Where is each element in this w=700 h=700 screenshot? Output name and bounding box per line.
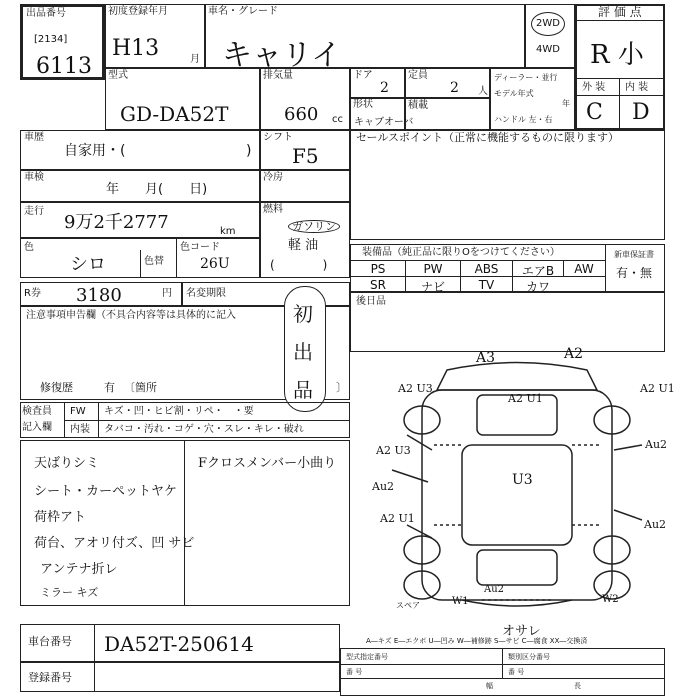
damage-w2: W2 xyxy=(602,594,619,605)
shift-label: シフト xyxy=(263,132,293,143)
damage-a2u1-right: A2 U1 xyxy=(640,382,675,395)
repair-value: 有 xyxy=(104,381,115,394)
repair-label: 修復歴 xyxy=(40,381,73,394)
lot-number: 6113 xyxy=(36,54,92,79)
class-label: 類別区分番号 xyxy=(508,653,550,661)
load-label: 積載 xyxy=(408,100,428,111)
drive-2wd: 2WD xyxy=(536,18,560,29)
note-left-1: 天ばりシミ xyxy=(34,456,100,471)
sales-point-label: セールスポイント（正常に機能するものに限ります） xyxy=(356,131,620,144)
interior-value: D xyxy=(632,100,650,125)
fuel-gas: ガソリン xyxy=(288,220,340,233)
r-ticket-value: 3180 xyxy=(76,285,122,306)
model-year-label: モデル年式 xyxy=(494,89,534,98)
equipment-label: 装備品（純正品に限りOをつけてください） xyxy=(362,247,560,258)
shape-label: 形状 xyxy=(353,99,373,110)
model-label: 型式 xyxy=(108,70,128,81)
history-value: 自家用・( xyxy=(64,143,126,159)
model-value: GD-DA52T xyxy=(120,102,229,126)
shape-value: キャブオーバ xyxy=(354,117,414,128)
damage-au2-rear-right: Au2 xyxy=(644,518,667,531)
name-value: キャリイ xyxy=(222,38,342,73)
equip-airbag: エアB xyxy=(521,264,555,278)
color-code-value: 26U xyxy=(200,256,230,272)
eval-label: 評 価 点 xyxy=(598,5,642,19)
registration-label: 登録番号 xyxy=(28,671,72,684)
width-label: 幅 xyxy=(486,682,493,690)
note-left-5: アンテナ折レ xyxy=(40,562,118,577)
r-ticket-unit: 円 xyxy=(162,288,172,299)
name-change-label: 名変期限 xyxy=(186,288,226,299)
exterior-label: 外 装 xyxy=(582,82,606,93)
damage-a2u1-front: A2 U1 xyxy=(508,392,543,405)
aftermarket-box xyxy=(350,292,665,352)
damage-u3-center: U3 xyxy=(512,472,533,488)
color-code-label: 色コード xyxy=(180,242,220,253)
displacement-value: 660 xyxy=(284,104,319,125)
inspector-label-1: 検査員 xyxy=(22,406,52,417)
note-right-1: Fクロスメンバー小曲り xyxy=(198,456,337,471)
inspector-row1-items: キズ・凹・ヒビ割・リペ・ ・要 xyxy=(104,406,254,417)
first-listing-char-1: 初 xyxy=(293,302,313,326)
mileage-unit: km xyxy=(220,226,236,237)
repair-location: 〔箇所 xyxy=(124,381,157,394)
mileage-value: 9万2千2777 xyxy=(64,212,169,233)
repair-end: 〕 xyxy=(336,381,347,394)
cooler-label: 冷房 xyxy=(263,172,283,183)
name-label: 車名・グレード xyxy=(208,6,278,17)
lot-label: 出品番号 xyxy=(26,8,66,19)
type-cert-label: 型式指定番号 xyxy=(346,653,388,661)
first-listing-char-2: 出 xyxy=(293,340,313,364)
chassis-value: DA52T-250614 xyxy=(104,632,254,656)
class-unit: 番 号 xyxy=(508,668,525,676)
model-year-unit: 年 xyxy=(562,99,570,108)
type-cert-unit: 番 号 xyxy=(346,668,363,676)
fuel-label: 燃料 xyxy=(263,204,283,215)
length-label: 長 xyxy=(574,682,581,690)
doors-value: 2 xyxy=(380,80,389,96)
first-reg-value: H13 xyxy=(112,36,160,61)
damage-w1: W1 xyxy=(452,596,469,607)
first-reg-month: 月 xyxy=(190,54,200,65)
equip-navi: ナビ xyxy=(420,280,445,294)
capacity-value: 2 xyxy=(450,80,459,96)
drive-4wd: 4WD xyxy=(536,44,560,55)
mileage-label: 走行 xyxy=(24,206,44,217)
history-close: ) xyxy=(246,143,252,159)
wear-label: オサレ xyxy=(502,624,541,639)
equip-ps: PS xyxy=(370,262,386,276)
note-left-3: 荷枠アト xyxy=(34,510,87,525)
new-cert-label: 新車保証書 xyxy=(614,250,654,259)
damage-a2-top: A2 xyxy=(564,346,584,362)
note-left-2: シート・カーペットヤケ xyxy=(34,484,178,499)
inspection-label: 車検 xyxy=(24,172,44,183)
color-value: シロ xyxy=(70,254,106,275)
capacity-unit: 人 xyxy=(478,86,488,97)
equip-pw: PW xyxy=(423,262,443,276)
chassis-label: 車台番号 xyxy=(28,635,72,648)
history-label: 車歴 xyxy=(24,132,44,143)
history-box xyxy=(20,130,260,170)
equip-abs: ABS xyxy=(474,262,499,276)
aftermarket-label: 後日品 xyxy=(356,296,386,307)
equip-tv: TV xyxy=(478,278,495,292)
exterior-value: C xyxy=(586,100,603,125)
first-reg-label: 初度登録年月 xyxy=(108,6,168,17)
damage-a2u3-side: A2 U3 xyxy=(376,444,411,457)
damage-a3: A3 xyxy=(476,350,496,366)
dealer-label: ディーラー・並行 xyxy=(494,73,558,82)
inspector-row2-items: タバコ・汚れ・コゲ・穴・スレ・キレ・破れ xyxy=(104,424,304,435)
equip-leather: カワ xyxy=(525,280,550,294)
note-left-6: ミラー キズ xyxy=(40,586,99,599)
drive-2wd-circle xyxy=(531,12,565,36)
equip-sr: SR xyxy=(370,278,386,292)
spare-label: スペア xyxy=(396,601,420,610)
first-listing-char-3: 品 xyxy=(293,378,313,402)
inspector-row1-label: FW xyxy=(70,406,86,417)
inspector-row2-label: 内装 xyxy=(70,424,90,435)
damage-a2u1-rear: A2 U1 xyxy=(380,512,415,525)
fuel-paren: ( ) xyxy=(270,258,328,272)
lot-sub: [2134] xyxy=(34,34,68,45)
interior-label: 内 装 xyxy=(625,82,649,93)
new-cert-value: 有・無 xyxy=(616,266,653,280)
inspector-label-2: 記入欄 xyxy=(22,422,52,433)
doors-label: ドア xyxy=(353,70,373,81)
fuel-diesel: 軽 油 xyxy=(288,238,319,253)
note-left-4: 荷台、アオリ付ズ、凹 サビ xyxy=(34,536,195,551)
damage-au2-right: Au2 xyxy=(645,438,668,451)
displacement-label: 排気量 xyxy=(263,70,293,81)
eval-value: R 小 xyxy=(590,40,644,70)
inspection-value: 年 月( 日) xyxy=(106,182,208,197)
damage-au2-bottom: Au2 xyxy=(484,584,505,595)
damage-legend: A―キズ E―エクボ U―凹み W―補修跡 S―サビ C―腐食 XX―交換済 xyxy=(366,637,588,645)
caution-label: 注意事項申告欄（不具合内容等は具体的に記入 xyxy=(26,310,236,321)
handle-label: ハンドル 左・右 xyxy=(494,115,553,124)
sales-point-box xyxy=(350,130,665,240)
paint-label: 色替 xyxy=(144,256,164,267)
shift-value: F5 xyxy=(292,144,319,168)
displacement-unit: cc xyxy=(332,114,343,125)
damage-a2u3-left: A2 U3 xyxy=(398,382,433,395)
capacity-label: 定員 xyxy=(408,70,428,81)
color-label: 色 xyxy=(24,242,34,253)
equip-aw: AW xyxy=(574,262,594,276)
r-ticket-label: R券 xyxy=(24,288,41,299)
damage-au2-left: Au2 xyxy=(372,480,395,493)
